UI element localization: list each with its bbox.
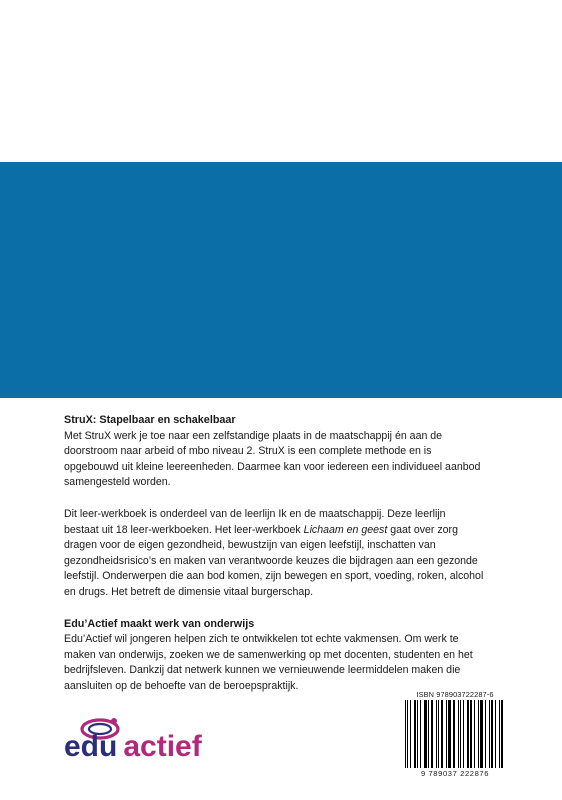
text-run: gaat over zorg [387, 523, 458, 536]
barcode-stripe [424, 700, 427, 768]
paragraph-line: Edu’Actief wil jongeren helpen zich te ontwikkelen tot echte vakmensen. Om werk te [64, 633, 459, 646]
paragraph-line: bedrijfsleven. Dankzij dat netwerk kunnen we vernieuwende leermiddelen maken die [64, 664, 461, 677]
barcode-stripe [438, 700, 439, 768]
barcode-stripe [410, 700, 411, 768]
barcode-digits: 9 789037 222876 [420, 769, 490, 778]
barcode-stripe [460, 700, 461, 768]
barcode-stripe [431, 700, 433, 768]
isbn-barcode [403, 690, 507, 786]
paragraph-line: opgebouwd uit kleine leereenheden. Daarmee kan voor iedereen een individueel aanbod [64, 460, 481, 473]
back-cover-text [64, 413, 508, 695]
paragraph-line: leefstijl. Onderwerpen die aan bod komen, zijn bewegen en sport, voeding, roken, alcohol [64, 570, 484, 583]
section-heading-eduactief: Edu’Actief maakt werk van onderwijs [64, 617, 255, 630]
text-run: bestaat uit 18 leer-werkboeken. Het leer-werkboek [64, 523, 304, 536]
barcode-stripe [407, 700, 408, 768]
eduactief-logo [64, 712, 214, 772]
paragraph-line: Met StruX werk je toe naar een zelfstandige plaats in de maatschappij én aan de [64, 429, 443, 442]
logo-actief: actief [123, 730, 202, 763]
paragraph-line: aansluiten op de behoefte van de beroepspraktijk. [64, 679, 299, 692]
barcode-stripe [489, 700, 490, 768]
barcode-stripe [453, 700, 455, 768]
barcode-stripe [499, 700, 500, 768]
barcode-stripe [467, 700, 469, 768]
paragraph-line: gezondheidsrisico’s en maken van verantwoorde keuzes die bijdragen aan een gezonde [64, 554, 478, 567]
logo-wordmark [64, 730, 202, 764]
barcode-stripe [474, 700, 475, 768]
paragraph-gap [64, 601, 508, 617]
barcode-stripe [448, 700, 451, 768]
barcode-stripe [441, 700, 443, 768]
paragraph-line [64, 523, 508, 539]
cover-color-band [0, 162, 562, 398]
paragraph-line: doorstroom naar arbeid of mbo niveau 2. StruX is een complete methode en is [64, 445, 432, 458]
paragraph-gap [64, 491, 508, 507]
paragraph-line: maken van onderwijs, zoeken we de samenwerking op met docenten, studenten en het [64, 648, 473, 661]
barcode-stripe [428, 700, 429, 768]
barcode-stripe [417, 700, 418, 768]
barcode-stripe [470, 700, 472, 768]
barcode-bars [405, 700, 505, 768]
barcode-stripe [478, 700, 479, 768]
book-title: Lichaam en geest [303, 523, 388, 536]
section-heading-strux: StruX: Stapelbaar en schakelbaar [64, 414, 236, 426]
paragraph-line: samengesteld worden. [64, 476, 171, 489]
paragraph-line: dragen voor de eigen gezondheid, bewustzijn van eigen leefstijl, inschatten van [64, 539, 436, 552]
barcode-stripe [480, 700, 483, 768]
barcode-stripe [420, 700, 421, 768]
barcode-stripe [491, 700, 493, 768]
barcode-stripe [414, 700, 416, 768]
barcode-stripe [436, 700, 437, 768]
barcode-stripe [485, 700, 486, 768]
barcode-stripe [495, 700, 496, 768]
paragraph-line: Dit leer-werkboek is onderdeel van de leerlijn Ik en de maatschappij. Deze leerlijn [64, 507, 446, 520]
paragraph-line: en drugs. Het betreft de dimensie vitaal burgerschap. [64, 585, 314, 598]
isbn-label: ISBN 978903722287-6 [416, 690, 494, 699]
logo-edu: edu [64, 730, 118, 763]
barcode-stripe [446, 700, 447, 768]
barcode-stripe [501, 700, 503, 768]
barcode-stripe [405, 700, 406, 768]
barcode-stripe [463, 700, 464, 768]
barcode-stripe [458, 700, 459, 768]
